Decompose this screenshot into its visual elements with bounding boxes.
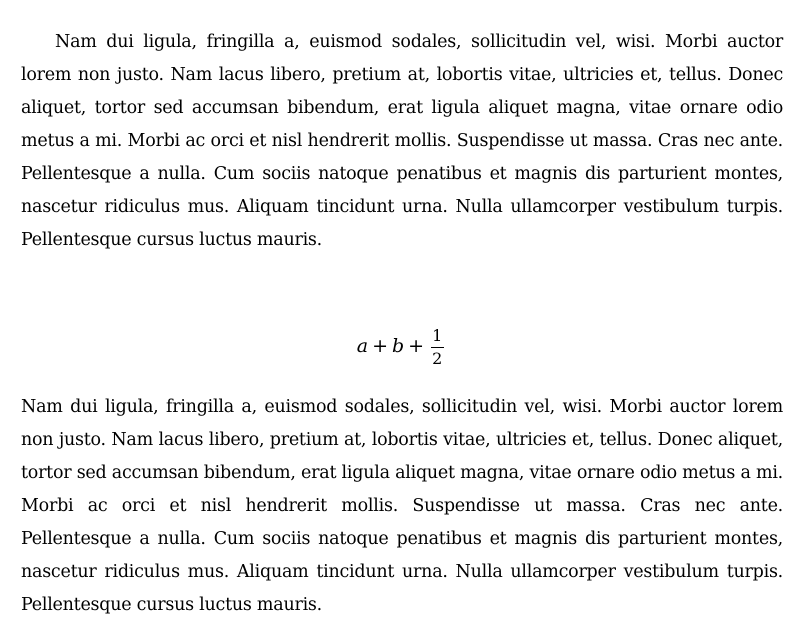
paragraph-2: Nam dui ligula, fringilla a, euismod sodales, sollicitudin vel, wisi. Morbi auctor lorem non justo. Nam lacus libero, pretium at, lobortis vitae, ultricies et, tellus. Donec aliquet, tortor sed accumsan bibendum, erat ligula aliquet magna, vitae ornare odio metus a mi. Morbi ac orci et nisl hendrerit mollis. Suspendisse ut massa. Cras nec ante. Pellentesque a nulla. Cum sociis natoque penatibus et magnis dis parturient montes, nascetur ridiculus mus. Aliquam tincidunt urna. Nulla ullamcorper vestibulum turpis. Pellentesque cursus luctus mauris. [21, 397, 783, 615]
paragraph-1: Nam dui ligula, fringilla a, euismod sodales, sollicitudin vel, wisi. Morbi auctor lorem non justo. Nam lacus libero, pretium at, lobortis vitae, ultricies et, tellus. Donec aliquet, tortor sed accumsan bibendum, erat ligula aliquet magna, vitae ornare odio metus a mi. Morbi ac orci et nisl hendrerit mollis. Suspendisse ut massa. Cras nec ante. Pellentesque a nulla. Cum sociis natoque penatibus et magnis dis parturient montes, nascetur ridiculus mus. Aliquam tincidunt urna. Nulla ullamcorper vestibulum turpis. Pellentesque cursus luctus mauris. [21, 32, 783, 250]
display-equation [0, 318, 800, 374]
equation-fraction [430, 326, 444, 369]
equation-variable-a: a [356, 335, 369, 357]
fraction-numerator: 1 [432, 325, 443, 345]
equation-plus-sign-1: + [372, 335, 388, 357]
fraction-bar [431, 347, 444, 348]
equation-plus-sign-2: + [408, 335, 425, 357]
fraction-denominator: 2 [432, 348, 443, 368]
equation-variable-b: b [391, 335, 405, 357]
